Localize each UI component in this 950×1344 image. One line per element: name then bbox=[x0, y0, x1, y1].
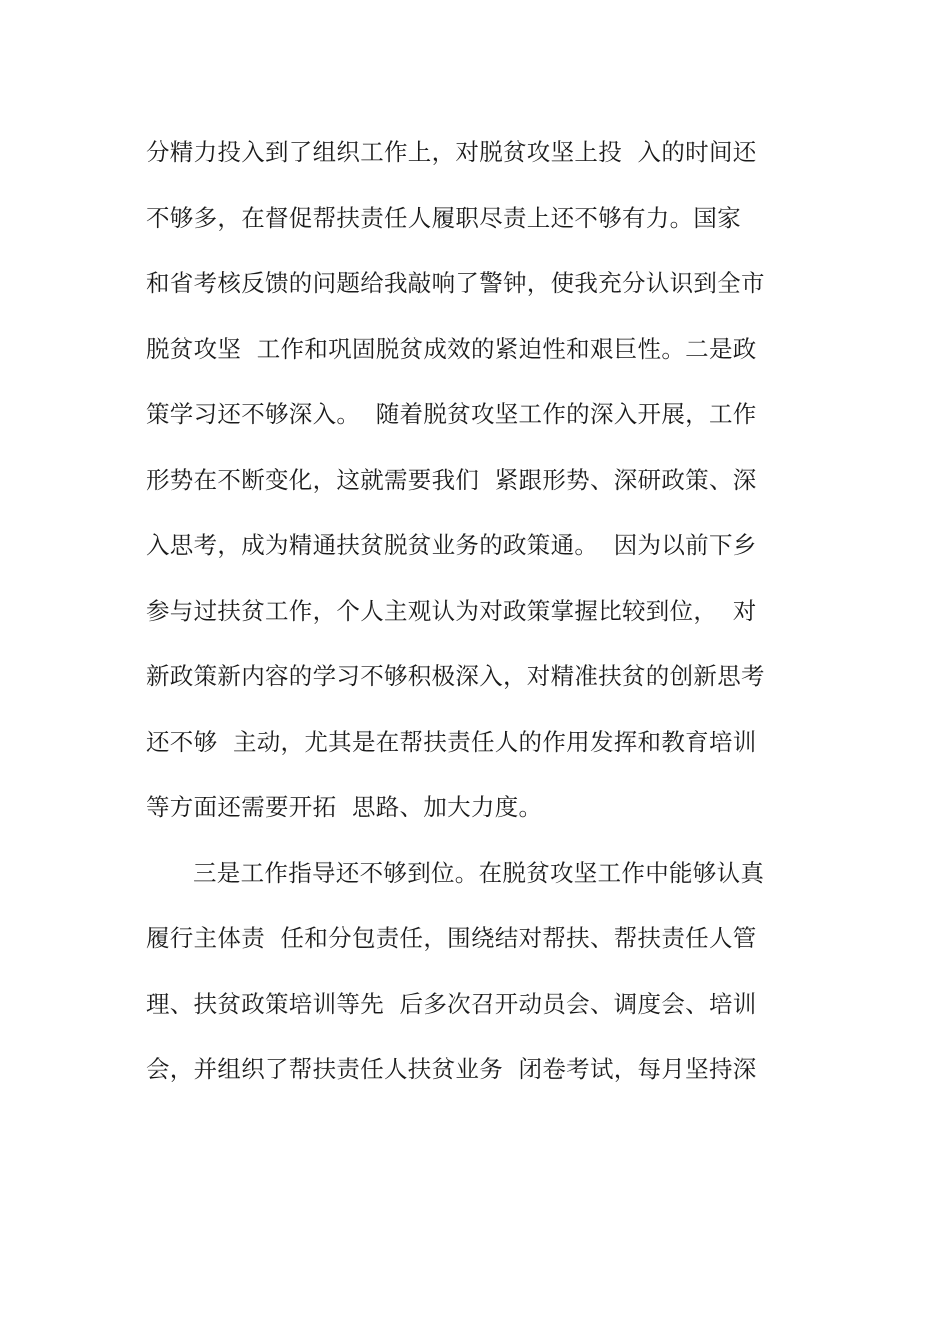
text-line: 和省考核反馈的问题给我敲响了警钟，使我充分认识到全市 bbox=[146, 269, 765, 297]
text-line: 形势在不断变化，这就需要我们 紧跟形势、深研政策、深 bbox=[146, 465, 757, 494]
text-line: 不够多，在督促帮扶责任人履职尽责上还不够有力。国家 bbox=[146, 203, 741, 232]
text-line: 履行主体责 任和分包责任，围绕结对帮扶、帮扶责任人管 bbox=[146, 924, 757, 952]
text-line: 还不够 主动，尤其是在帮扶责任人的作用发挥和教育培训 bbox=[146, 727, 757, 756]
text-line: 入思考，成为精通扶贫脱贫业务的政策通。 因为以前下乡 bbox=[146, 531, 757, 559]
text-line: 会，并组织了帮扶责任人扶贫业务 闭卷考试，每月坚持深 bbox=[146, 1055, 757, 1083]
text-line: 新政策新内容的学习不够积极深入，对精准扶贫的创新思考 bbox=[146, 662, 765, 690]
text-line: 分精力投入到了组织工作上，对脱贫攻坚上投 入的时间还 bbox=[146, 138, 757, 166]
body-text bbox=[146, 130, 816, 1113]
text-line: 策学习还不够深入。 随着脱贫攻坚工作的深入开展，工作 bbox=[146, 400, 757, 428]
text-line: 等方面还需要开拓 思路、加大力度。 bbox=[146, 793, 543, 821]
text-line: 理、扶贫政策培训等先 后多次召开动员会、调度会、培训 bbox=[146, 989, 757, 1018]
text-line: 参与过扶贫工作，个人主观认为对政策掌握比较到位， 对 bbox=[146, 596, 757, 625]
paragraph-start-line: 三是工作指导还不够到位。在脱贫攻坚工作中能够认真 bbox=[193, 858, 765, 887]
text-line: 脱贫攻坚 工作和巩固脱贫成效的紧迫性和艰巨性。二是政 bbox=[146, 334, 757, 363]
